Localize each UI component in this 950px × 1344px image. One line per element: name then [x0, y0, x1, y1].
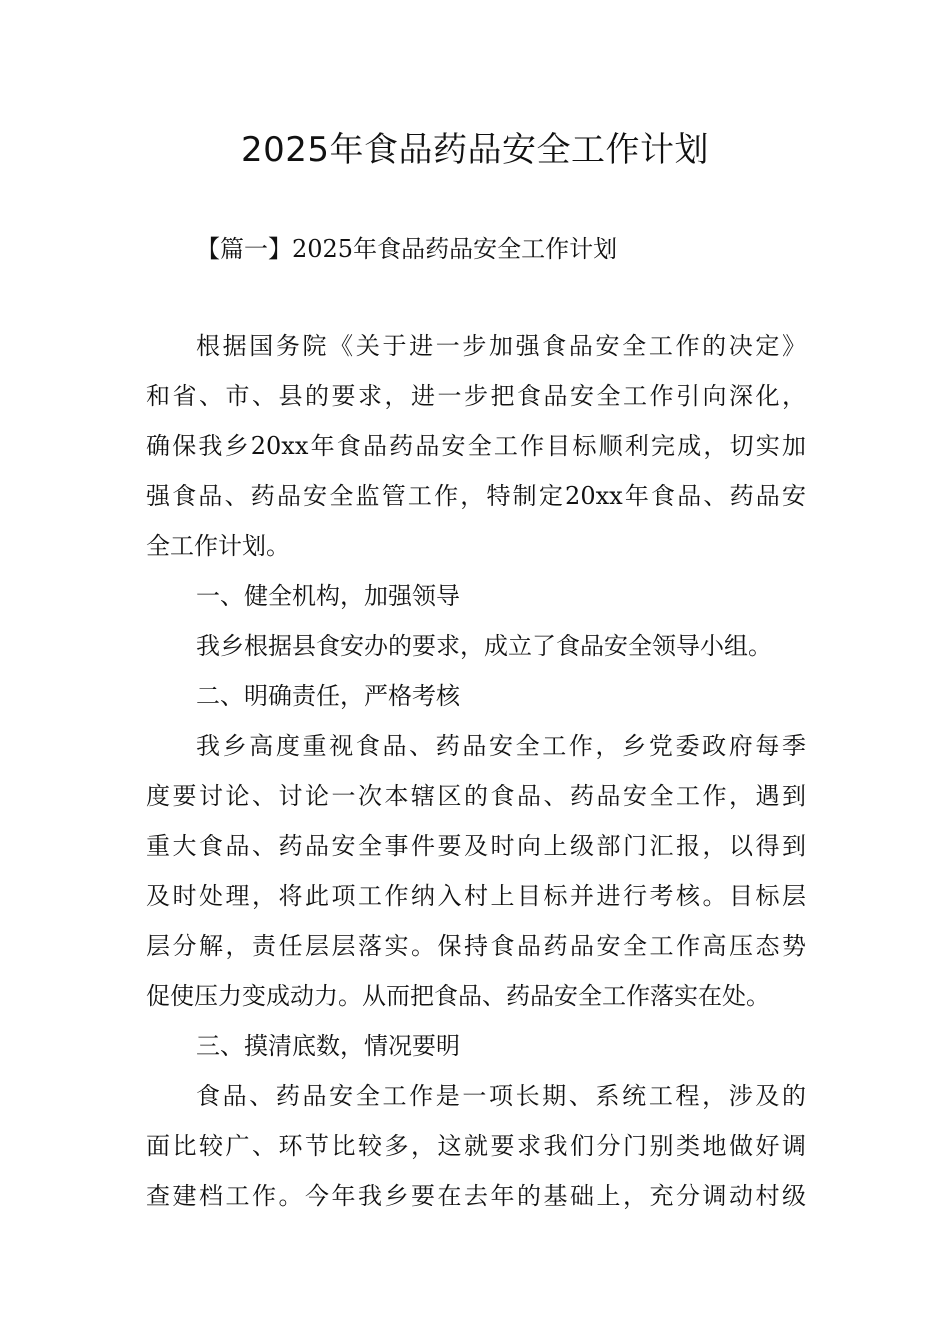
body-line: 重大食品、药品安全事件要及时向上级部门汇报，以得到 [146, 832, 806, 860]
body-line: 食品、药品安全工作是一项长期、系统工程，涉及的 [196, 1082, 806, 1110]
body-line: 一、健全机构，加强领导 [196, 582, 460, 610]
body-line: 二、明确责任，严格考核 [196, 682, 460, 710]
body-line: 度要讨论、讨论一次本辖区的食品、药品安全工作，遇到 [146, 782, 806, 810]
body-line: 三、摸清底数，情况要明 [196, 1032, 460, 1060]
body-line: 强食品、药品安全监管工作，特制定20xx年食品、药品安 [146, 482, 806, 510]
body-line: 查建档工作。今年我乡要在去年的基础上，充分调动村级 [146, 1182, 806, 1210]
body-line: 我乡高度重视食品、药品安全工作，乡党委政府每季 [196, 732, 806, 760]
document-title: 2025年食品药品安全工作计划 [240, 130, 710, 170]
body-line: 和省、市、县的要求，进一步把食品安全工作引向深化， [146, 382, 806, 410]
body-line: 全工作计划。 [146, 532, 290, 560]
body-line: 根据国务院《关于进一步加强食品安全工作的决定》 [196, 332, 806, 360]
body-line: 层分解，责任层层落实。保持食品药品安全工作高压态势 [146, 932, 806, 960]
body-line: 促使压力变成动力。从而把食品、药品安全工作落实在处。 [146, 982, 770, 1010]
body-line: 我乡根据县食安办的要求，成立了食品安全领导小组。 [196, 632, 772, 660]
body-line: 面比较广、环节比较多，这就要求我们分门别类地做好调 [146, 1132, 806, 1160]
body-line: 确保我乡20xx年食品药品安全工作目标顺利完成，切实加 [146, 432, 806, 460]
section-heading: 【篇一】2025年食品药品安全工作计划 [196, 235, 618, 263]
document-body [146, 321, 806, 1221]
body-line: 及时处理，将此项工作纳入村上目标并进行考核。目标层 [146, 882, 806, 910]
